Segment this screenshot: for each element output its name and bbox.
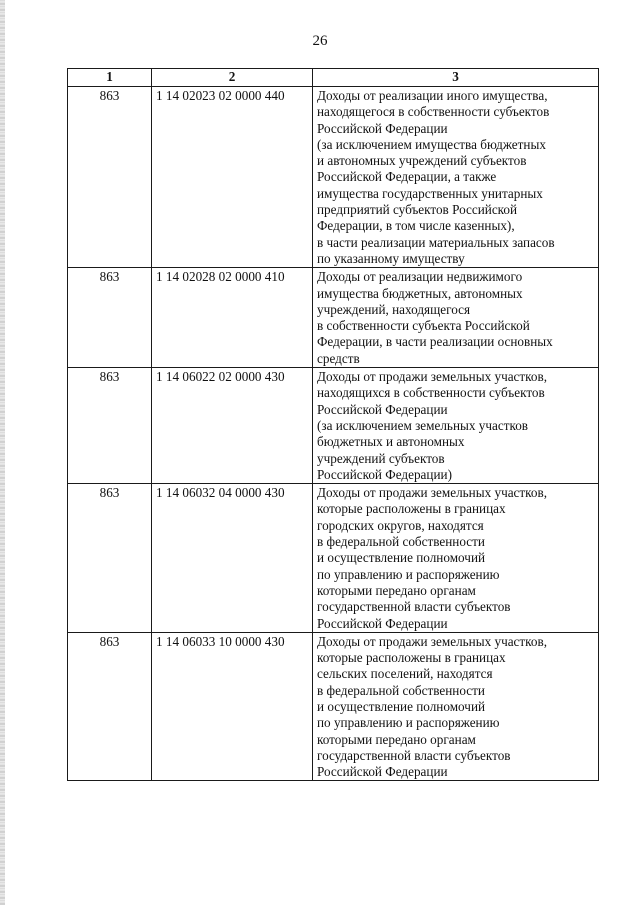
column-header-1: 1 (68, 69, 152, 87)
revenue-description-cell (313, 632, 599, 781)
table-row (68, 368, 599, 484)
revenue-description-cell (313, 484, 599, 633)
table-body (68, 87, 599, 781)
description-line: Российской Федерации, а также (317, 169, 497, 185)
description-line: находящихся в собственности субъектов (317, 385, 545, 401)
description-line: Российской Федерации (317, 764, 448, 780)
description-line: предприятий субъектов Российской (317, 202, 518, 218)
table-row (68, 632, 599, 781)
budget-classification-code-cell: 1 14 06032 04 0000 430 (152, 484, 313, 633)
description-line: находящегося в собственности субъектов (317, 104, 550, 120)
description-line: Доходы от реализации недвижимого (317, 269, 523, 285)
revenue-description-cell (313, 268, 599, 368)
revenue-description-cell (313, 368, 599, 484)
description-line: и автономных учреждений субъектов (317, 153, 527, 169)
description-line: бюджетных и автономных (317, 434, 465, 450)
revenue-description-cell (313, 87, 599, 268)
description-line: учреждений, находящегося (317, 301, 471, 317)
description-line: (за исключением имущества бюджетных (317, 136, 546, 152)
description-line: которыми передано органам (317, 731, 476, 747)
description-line: Доходы от продажи земельных участков, (317, 485, 548, 501)
description-line: имущества государственных унитарных (317, 185, 543, 201)
column-header-3: 3 (313, 69, 599, 87)
table-header-row (68, 69, 599, 87)
scan-edge-artifact (0, 0, 5, 905)
description-line: и осуществление полномочий (317, 550, 486, 566)
table-row (68, 268, 599, 368)
description-line: городских округов, находятся (317, 517, 484, 533)
description-line: учреждений субъектов (317, 450, 445, 466)
column-header-2: 2 (152, 69, 313, 87)
budget-classification-code-cell: 1 14 02023 02 0000 440 (152, 87, 313, 268)
description-line: (за исключением земельных участков (317, 417, 529, 433)
budget-classification-code-cell: 1 14 06022 02 0000 430 (152, 368, 313, 484)
description-line: в части реализации материальных запасов (317, 234, 555, 250)
admin-code-cell: 863 (68, 268, 152, 368)
description-line: и осуществление полномочий (317, 698, 486, 714)
description-line: средств (317, 350, 360, 366)
description-line: Российской Федерации) (317, 466, 452, 482)
description-line: государственной власти субъектов (317, 599, 511, 615)
description-line: по указанному имуществу (317, 250, 465, 266)
description-line: которые расположены в границах (317, 501, 506, 517)
revenue-codes-table (67, 68, 599, 781)
description-line: в собственности субъекта Российской (317, 318, 530, 334)
table-row (68, 484, 599, 633)
admin-code-cell: 863 (68, 484, 152, 633)
budget-classification-code-cell: 1 14 06033 10 0000 430 (152, 632, 313, 781)
description-line: Федерации, в том числе казенных), (317, 218, 515, 234)
budget-classification-code-cell: 1 14 02028 02 0000 410 (152, 268, 313, 368)
description-line: Российской Федерации (317, 120, 448, 136)
description-line: Доходы от реализации иного имущества, (317, 88, 548, 103)
description-line: Федерации, в части реализации основных (317, 334, 553, 350)
page-number: 26 (312, 33, 328, 49)
admin-code-cell: 863 (68, 368, 152, 484)
admin-code-cell: 863 (68, 87, 152, 268)
description-line: Российской Федерации (317, 401, 448, 417)
description-line: сельских поселений, находятся (317, 666, 493, 682)
description-line: по управлению и распоряжению (317, 566, 500, 582)
description-line: в федеральной собственности (317, 534, 485, 550)
description-line: Российской Федерации (317, 615, 448, 631)
admin-code-cell: 863 (68, 632, 152, 781)
description-line: имущества бюджетных, автономных (317, 285, 523, 301)
table-row (68, 87, 599, 268)
description-line: государственной власти субъектов (317, 747, 511, 763)
description-line: которые расположены в границах (317, 650, 506, 666)
description-line: Доходы от продажи земельных участков, (317, 369, 548, 385)
description-line: в федеральной собственности (317, 682, 485, 698)
description-line: которыми передано органам (317, 582, 476, 598)
description-line: Доходы от продажи земельных участков, (317, 633, 548, 649)
description-line: по управлению и распоряжению (317, 715, 500, 731)
